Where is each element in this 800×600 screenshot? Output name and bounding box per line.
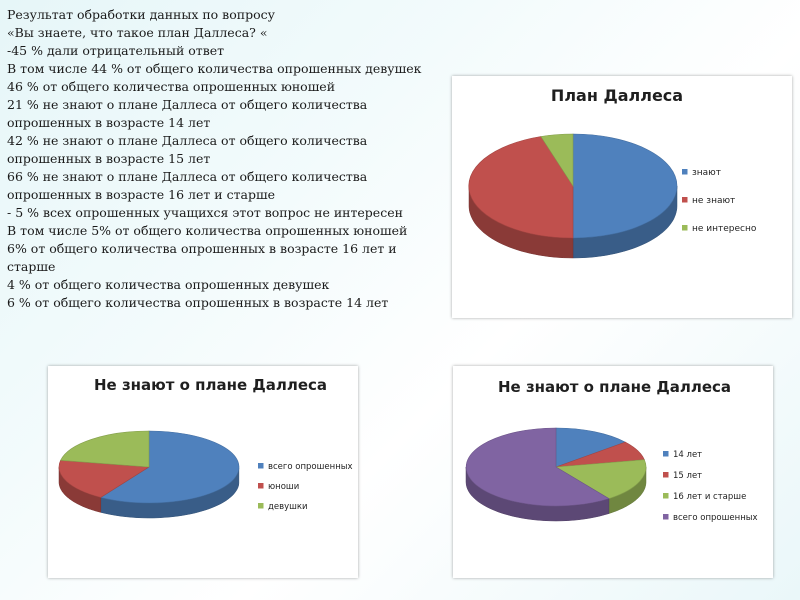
legend-label: не знают [692, 196, 736, 206]
text-line: Результат обработки данных по вопросу [7, 7, 275, 22]
text-line: 6 % от общего количества опрошенных в возрасте 14 лет [7, 295, 389, 310]
text-line: В том числе 5% от общего количества опрошенных юношей [7, 223, 408, 238]
legend-label: всего опрошенных [673, 513, 758, 523]
legend-swatch [258, 463, 264, 469]
legend-swatch [258, 503, 264, 509]
text-line: «Вы знаете, что такое план Даллеса? « [7, 25, 268, 40]
text-line: 4 % от общего количества опрошенных девушек [7, 277, 330, 292]
text-line: опрошенных в возрасте 16 лет и старше [7, 187, 275, 202]
text-line: 21 % не знают о плане Даллеса от общего количества [7, 97, 368, 112]
chart-svg [452, 76, 792, 318]
legend-label: 16 лет и старше [673, 492, 747, 502]
legend-label: не интересно [692, 224, 757, 234]
legend-label: юноши [268, 482, 300, 492]
legend-label: 15 лет [673, 471, 703, 481]
legend-label: 14 лет [673, 450, 703, 460]
legend-swatch [682, 169, 688, 175]
text-line: В том числе 44 % от общего количества опрошенных девушек [7, 61, 422, 76]
pie-slice-девушки [61, 431, 149, 467]
legend-label: знают [692, 168, 722, 178]
chart-svg [48, 366, 358, 578]
results-text [7, 6, 457, 312]
text-line: 46 % от общего количества опрошенных юношей [7, 79, 336, 94]
chart-title: План Даллеса [550, 86, 684, 105]
text-line: 66 % не знают о плане Даллеса от общего количества [7, 169, 368, 184]
chart-svg [453, 366, 773, 578]
text-line: опрошенных в возрасте 14 лет [7, 115, 211, 130]
text-line: -45 % дали отрицательный ответ [7, 43, 225, 58]
legend-swatch [258, 483, 264, 489]
text-line: 6% от общего количества опрошенных в возрасте 16 лет и [7, 241, 397, 256]
chart-plan-dallesa [452, 76, 792, 318]
chart-ne-znayut-gender [48, 366, 358, 578]
legend-swatch [663, 514, 669, 520]
text-line: - 5 % всех опрошенных учащихся этот вопрос не интересен [7, 205, 403, 220]
legend-swatch [663, 493, 669, 499]
legend-swatch [682, 225, 688, 231]
text-line: старше [7, 259, 56, 274]
chart-title: Не знают о плане Даллеса [498, 378, 732, 396]
text-line: 42 % не знают о плане Даллеса от общего количества [7, 133, 368, 148]
legend-swatch [663, 472, 669, 478]
legend-swatch [682, 197, 688, 203]
text-line: опрошенных в возрасте 15 лет [7, 151, 211, 166]
legend-swatch [663, 451, 669, 457]
legend-label: всего опрошенных [268, 462, 353, 472]
chart-title: Не знают о плане Даллеса [94, 376, 328, 394]
chart-ne-znayut-age [453, 366, 773, 578]
legend-label: девушки [268, 502, 308, 512]
